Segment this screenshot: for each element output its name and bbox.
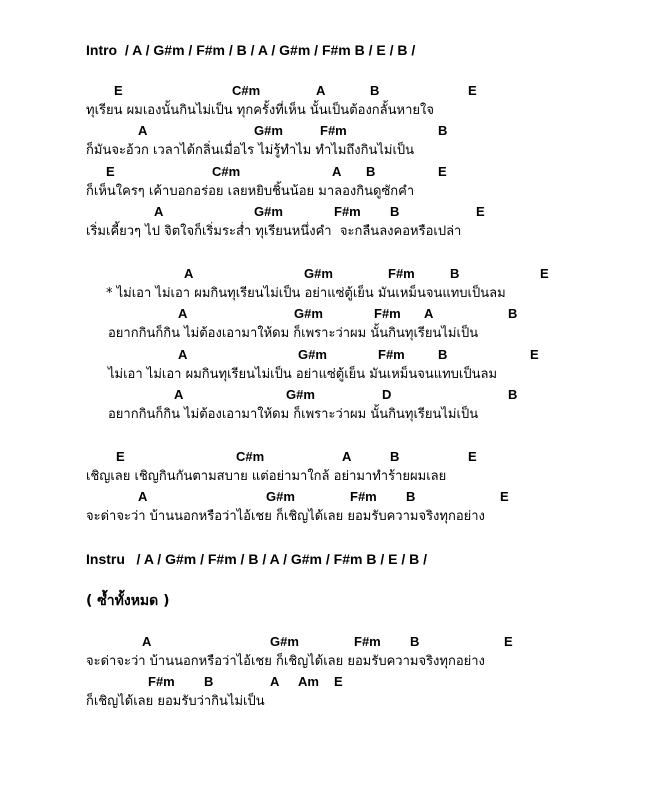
chord: B — [204, 674, 214, 689]
lyric-line: ไม่เอา ไม่เอา ผมกินทุเรียนไม่เป็น อย่าแซ่ตู้เย็น มันเหม็นจนแทบเป็นลม — [108, 367, 498, 382]
chord: G#m — [254, 204, 283, 219]
lyric-line: เริ่มเคี้ยวๆ ไป จิตใจก็เริ่มระส่ำ ทุเรียนหนึ่งคำ จะกลืนลงคอหรือเปล่า — [86, 224, 462, 239]
chord: E — [468, 83, 477, 98]
chord: B — [410, 634, 420, 649]
chord: A — [184, 266, 194, 281]
chord: A — [174, 387, 184, 402]
lyric-line: อยากกินก็กิน ไม่ต้องเอามาให้ดม ก็เพราะว่าผม นั้นกินทุเรียนไม่เป็น — [108, 407, 479, 422]
chord: F#m — [378, 347, 405, 362]
chord: A — [154, 204, 164, 219]
lyric-line: จะด่าจะว่า บ้านนอกหรือว่าไอ้เชย ก็เชิญได้เลย ยอมรับความจริงทุกอย่าง — [86, 654, 485, 669]
chord: F#m — [320, 123, 347, 138]
chord: E — [116, 449, 125, 464]
chord: E — [114, 83, 123, 98]
chord: F#m — [354, 634, 381, 649]
lyric-line: * ไม่เอา ไม่เอา ผมกินทุเรียนไม่เป็น อย่าแซ่ตู้เย็น มันเหม็นจนแทบเป็นลม — [106, 286, 506, 301]
chord: F#m — [148, 674, 175, 689]
chord: B — [406, 489, 416, 504]
lyric-line: ทุเรียน ผมเองนั้นกินไม่เป็น ทุกครั้งที่เห็น นั้นเป็นต้องกลั้นหายใจ — [86, 103, 434, 118]
chord: B — [366, 164, 376, 179]
chord: G#m — [298, 347, 327, 362]
chord: F#m — [388, 266, 415, 281]
chord: C#m — [232, 83, 261, 98]
chord: A — [332, 164, 342, 179]
chord: B — [390, 204, 400, 219]
chord: D — [382, 387, 392, 402]
chord: B — [370, 83, 380, 98]
chord: A — [142, 634, 152, 649]
chord: F#m — [334, 204, 361, 219]
chord: B — [508, 387, 518, 402]
lyric-line: ก็มันจะอ้วก เวลาได้กลิ่นเมื่อไร ไม่รู้ทำไม ทำไมถึงกินไม่เป็น — [86, 143, 415, 158]
instrumental-line: Instru / A / G#m / F#m / B / A / G#m / F#m B / E / B / — [86, 551, 427, 567]
chord: B — [438, 347, 448, 362]
chord: B — [390, 449, 400, 464]
lyric-line: จะด่าจะว่า บ้านนอกหรือว่าไอ้เชย ก็เชิญได้เลย ยอมรับความจริงทุกอย่าง — [86, 509, 485, 524]
lyric-line: เชิญเลย เชิญกินกันตามสบาย แต่อย่ามาใกล้ อย่ามาทำร้ายผมเลย — [86, 469, 447, 484]
lyric-line: ก็เชิญได้เลย ยอมรับว่ากินไม่เป็น — [86, 694, 265, 709]
chord: C#m — [212, 164, 241, 179]
chord: G#m — [286, 387, 315, 402]
chord: G#m — [270, 634, 299, 649]
chord: E — [540, 266, 549, 281]
intro-line: Intro / A / G#m / F#m / B / A / G#m / F#m B / E / B / — [86, 42, 416, 58]
chord: G#m — [266, 489, 295, 504]
lyric-line: อยากกินก็กิน ไม่ต้องเอามาให้ดม ก็เพราะว่าผม นั้นกินทุเรียนไม่เป็น — [108, 326, 479, 341]
lyric-line: ก็เห็นใครๆ เค้าบอกอร่อย เลยหยิบชิ้นน้อย มาลองกินดูซักคำ — [86, 184, 415, 199]
chord: A — [138, 489, 148, 504]
chord: A — [178, 347, 188, 362]
chord: A — [138, 123, 148, 138]
chord: E — [504, 634, 513, 649]
chord: Am — [298, 674, 319, 689]
chord: B — [450, 266, 460, 281]
chord: F#m — [374, 306, 401, 321]
chord: E — [438, 164, 447, 179]
chord: B — [438, 123, 448, 138]
chord: C#m — [236, 449, 265, 464]
chord: E — [500, 489, 509, 504]
chord: F#m — [350, 489, 377, 504]
repeat-note: ( ซ้ำทั้งหมด ) — [86, 593, 170, 609]
chord: E — [476, 204, 485, 219]
chord-line — [0, 672, 670, 792]
chord: E — [334, 674, 343, 689]
chord: A — [178, 306, 188, 321]
chord: E — [106, 164, 115, 179]
chord: A — [316, 83, 326, 98]
chord-line — [0, 487, 670, 607]
chord: E — [468, 449, 477, 464]
chord: A — [424, 306, 434, 321]
chord: G#m — [304, 266, 333, 281]
chord: G#m — [254, 123, 283, 138]
chord: B — [508, 306, 518, 321]
chord: A — [342, 449, 352, 464]
chord: G#m — [294, 306, 323, 321]
chord: E — [530, 347, 539, 362]
chord: A — [270, 674, 280, 689]
